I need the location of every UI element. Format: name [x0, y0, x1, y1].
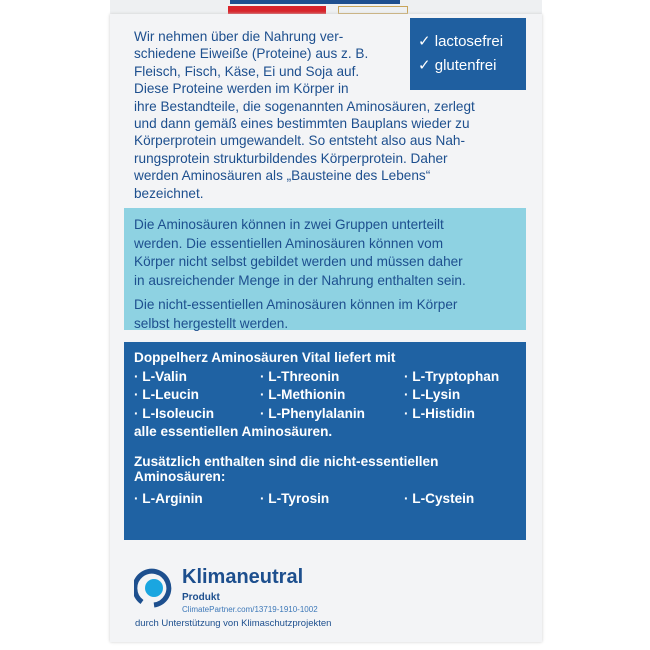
amino-item: · L-Phenylalanin	[260, 405, 365, 421]
brand-logo-edge	[230, 0, 400, 4]
text-line: ihre Bestandteile, die sogenannten Aminosäuren, zerlegt	[134, 98, 475, 114]
red-label	[228, 6, 326, 14]
amino-item: · L-Tryptophan	[404, 368, 500, 384]
amino-row	[134, 491, 516, 507]
climate-title: Klimaneutral	[182, 566, 304, 588]
text-line: werden. Die essentiellen Aminosäuren können vom	[134, 235, 444, 251]
climate-note: durch Unterstützung von Klimaschutzprojekten	[135, 618, 332, 629]
amino-item: · L-Lysin	[404, 387, 461, 402]
text-line: Körperprotein umgewandelt. So entsteht also aus Nah-	[134, 133, 465, 149]
amino-item: · L-Tyrosin	[260, 490, 330, 506]
text-line: Wir nehmen über die Nahrung ver-	[134, 29, 344, 44]
essential-footer: alle essentiellen Aminosäuren.	[134, 424, 333, 439]
text-line: in ausreichender Menge in der Nahrung enthalten sein.	[134, 272, 466, 288]
climate-subtitle: Produkt	[182, 592, 220, 603]
text-line: rungsprotein strukturbildendes Körperprotein. Daher	[134, 150, 448, 166]
text-line: und dann gemäß eines bestimmten Bauplans wieder zu	[134, 116, 470, 132]
essential-heading: Doppelherz Aminosäuren Vital liefert mit	[134, 350, 396, 365]
text-line: selbst hergestellt werden.	[134, 315, 289, 331]
climate-url: ClimatePartner.com/13719-1910-1002	[182, 605, 318, 614]
text-line: Die nicht-essentiellen Aminosäuren können im Körper	[134, 297, 458, 312]
gold-label	[338, 6, 408, 14]
text-line: Fleisch, Fisch, Käse, Ei und Soja auf.	[134, 63, 360, 79]
amino-groups-info	[124, 208, 526, 330]
amino-item: · L-Arginin	[134, 490, 203, 506]
amino-item: · L-Leucin	[134, 387, 199, 402]
amino-row	[134, 369, 516, 385]
text-line: Diese Proteine werden im Körper in	[134, 81, 349, 97]
amino-item: · L-Histidin	[404, 405, 475, 421]
package-top-edge	[110, 0, 542, 14]
nonessential-heading: Aminosäuren:	[134, 469, 226, 484]
amino-row	[134, 387, 516, 403]
gluten-free-label: ✓ glutenfrei	[418, 57, 497, 74]
text-line: Die Aminosäuren können in zwei Gruppen unterteilt	[134, 217, 444, 232]
amino-item: · L-Valin	[134, 368, 187, 384]
amino-acid-list	[124, 342, 526, 540]
text-line: werden Aminosäuren als „Bausteine des Lebens“	[134, 168, 431, 184]
climate-partner-logo-icon	[134, 568, 174, 608]
text-line: bezeichnet.	[134, 185, 204, 201]
text-line: Körper nicht selbst gebildet werden und müssen daher	[134, 254, 463, 269]
amino-item: · L-Methionin	[260, 387, 346, 402]
nonessential-heading: Zusätzlich enthalten sind die nicht-essentiellen	[134, 453, 439, 469]
lactose-free-label: ✓ lactosefrei	[418, 33, 504, 50]
amino-item: · L-Isoleucin	[134, 405, 215, 421]
intro-text	[134, 28, 524, 202]
amino-row	[134, 406, 516, 422]
text-line: schiedene Eiweiße (Proteine) aus z. B.	[134, 46, 369, 62]
amino-item: · L-Cystein	[404, 490, 475, 506]
amino-item: · L-Threonin	[260, 368, 340, 384]
